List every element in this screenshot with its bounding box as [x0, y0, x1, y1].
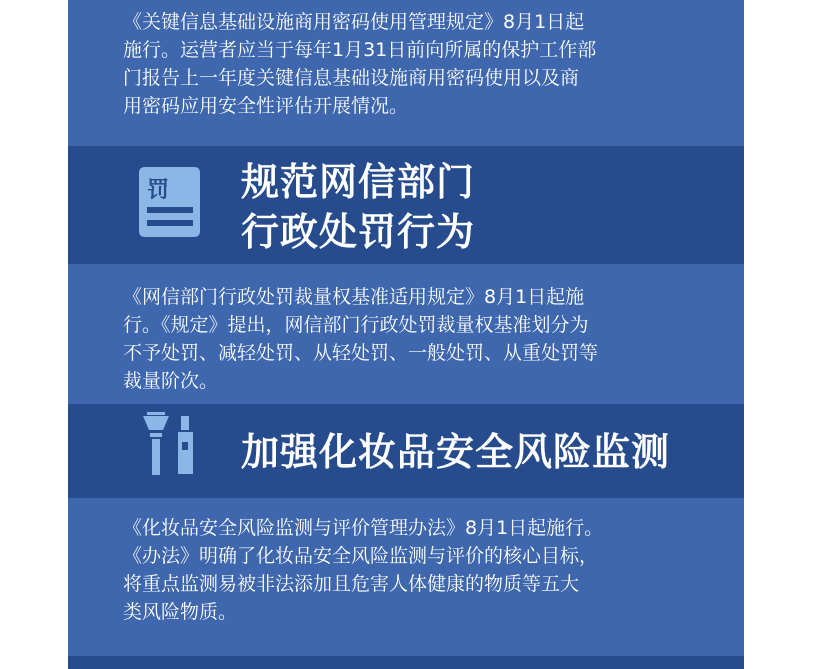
section-3-header — [68, 404, 744, 498]
body-line: 类风险物质。 — [123, 601, 238, 623]
section-2-title-line-1: 规范网信部门 — [241, 160, 476, 204]
section-2-header — [68, 146, 744, 264]
cosmetics-icon — [143, 412, 203, 480]
section-3-body — [68, 498, 744, 656]
penalty-icon-glyph: 罚 — [147, 178, 170, 203]
body-line: 裁量阶次。 — [123, 370, 219, 392]
body-line: 行。《规定》提出，网信部门行政处罚裁量权基准划分为 — [123, 314, 589, 336]
section-3-title: 加强化妆品安全风险监测 — [241, 430, 671, 474]
body-line: 门报告上一年度关键信息基础设施商用密码使用以及商 — [123, 67, 580, 89]
section-2-title-line-2: 行政处罚行为 — [241, 210, 476, 254]
body-line: 《办法》明确了化妆品安全风险监测与评价的核心目标， — [123, 545, 599, 567]
content-panel — [68, 0, 744, 669]
body-line: 用密码应用安全性评估开展情况。 — [123, 95, 409, 117]
body-line: 施行。运营者应当于每年1月31日前向所属的保护工作部 — [123, 39, 597, 61]
penalty-document-icon — [139, 167, 200, 237]
section-2-body — [68, 264, 744, 404]
body-line: 不予处罚、减轻处罚、从轻处罚、一般处罚、从重处罚等 — [123, 342, 599, 364]
body-line: 《关键信息基础设施商用密码使用管理规定》8月1日起 — [123, 11, 585, 33]
section-1-body — [68, 0, 744, 146]
body-line: 将重点监测易被非法添加且危害人体健康的物质等五大 — [123, 573, 580, 595]
body-line: 《化妆品安全风险监测与评价管理办法》8月1日起施行。 — [123, 517, 604, 539]
next-section-band — [68, 656, 744, 669]
body-line: 《网信部门行政处罚裁量权基准适用规定》8月1日起施 — [123, 286, 585, 308]
